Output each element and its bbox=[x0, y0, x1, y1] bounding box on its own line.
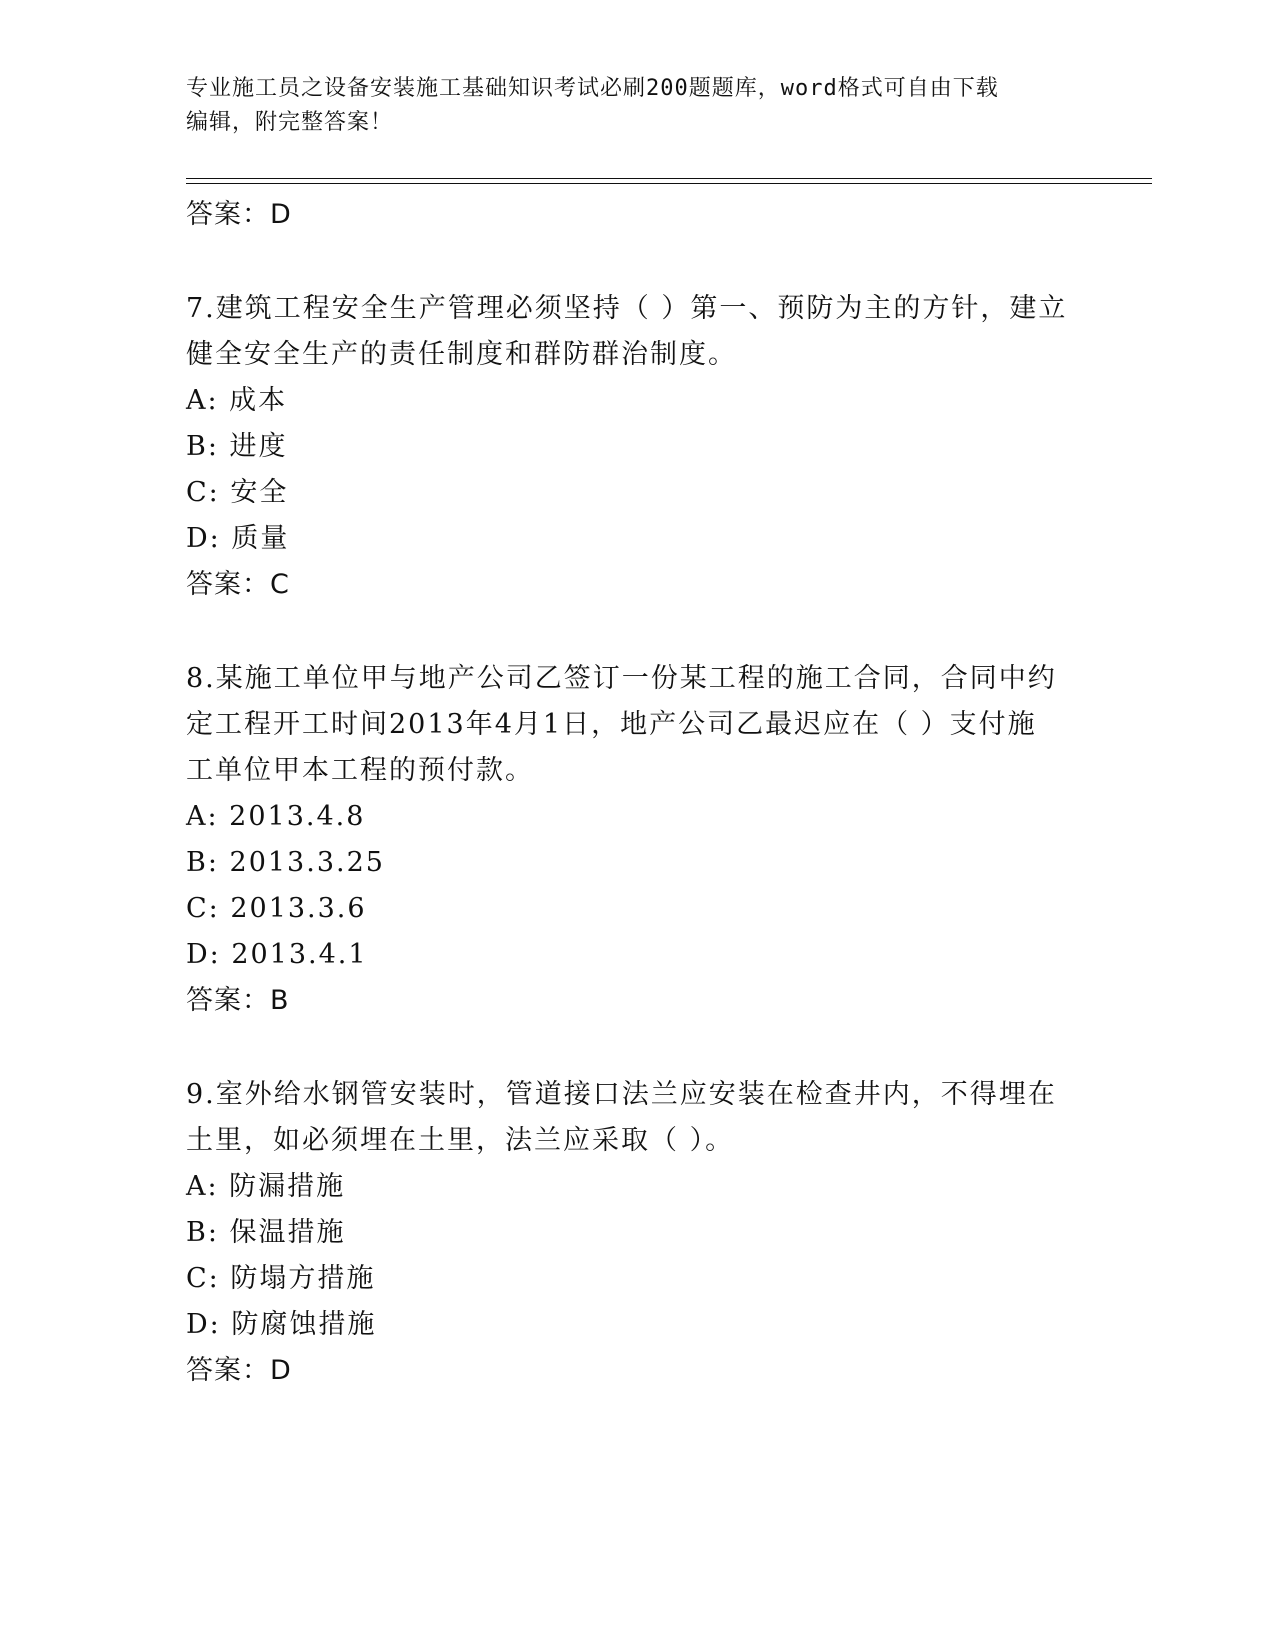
stem-line: 工单位甲本工程的预付款。 bbox=[186, 755, 534, 786]
stem-line: 8.某施工单位甲与地产公司乙签订一份某工程的施工合同，合同中约 bbox=[186, 663, 1057, 694]
previous-answer: 答案：D bbox=[186, 199, 292, 230]
document-header bbox=[186, 72, 1086, 140]
answer: 答案：C bbox=[186, 569, 290, 600]
question-stem bbox=[186, 656, 1086, 794]
option-c: C: 防塌方措施 bbox=[186, 1263, 376, 1294]
header-line-1: 专业施工员之设备安装施工基础知识考试必刷200题题库，word格式可自由下载 bbox=[186, 76, 999, 101]
spacer bbox=[186, 608, 1086, 656]
header-line-2: 编辑，附完整答案！ bbox=[186, 110, 394, 135]
spacer bbox=[186, 238, 1086, 286]
answer: 答案：B bbox=[186, 985, 290, 1016]
answer: 答案：D bbox=[186, 1355, 292, 1386]
option-c: C: 2013.3.6 bbox=[186, 893, 367, 924]
option-c: C: 安全 bbox=[186, 477, 289, 508]
stem-line: 7.建筑工程安全生产管理必须坚持（ ）第一、预防为主的方针，建立 bbox=[186, 293, 1068, 324]
stem-line: 土里，如必须埋在土里，法兰应采取（ ）。 bbox=[186, 1125, 735, 1156]
option-d: D: 防腐蚀措施 bbox=[186, 1309, 377, 1340]
question-7 bbox=[186, 286, 1086, 608]
option-b: B: 2013.3.25 bbox=[186, 847, 385, 878]
option-a: A: 防漏措施 bbox=[186, 1171, 346, 1202]
option-a: A: 成本 bbox=[186, 385, 288, 416]
option-b: B: 进度 bbox=[186, 431, 288, 462]
header-divider-bottom bbox=[186, 183, 1152, 184]
option-b: B: 保温措施 bbox=[186, 1217, 346, 1248]
header-divider-top bbox=[186, 178, 1152, 179]
question-stem bbox=[186, 286, 1086, 378]
stem-line: 健全安全生产的责任制度和群防群治制度。 bbox=[186, 339, 737, 370]
option-a: A: 2013.4.8 bbox=[186, 801, 366, 832]
question-list bbox=[186, 192, 1086, 1394]
option-d: D: 质量 bbox=[186, 523, 290, 554]
stem-line: 定工程开工时间2013年4月1日，地产公司乙最迟应在（ ）支付施 bbox=[186, 709, 1037, 740]
question-9 bbox=[186, 1072, 1086, 1394]
spacer bbox=[186, 1024, 1086, 1072]
question-stem bbox=[186, 1072, 1086, 1164]
stem-line: 9.室外给水钢管安装时，管道接口法兰应安装在检查井内，不得埋在 bbox=[186, 1079, 1057, 1110]
question-8 bbox=[186, 656, 1086, 1024]
option-d: D: 2013.4.1 bbox=[186, 939, 368, 970]
